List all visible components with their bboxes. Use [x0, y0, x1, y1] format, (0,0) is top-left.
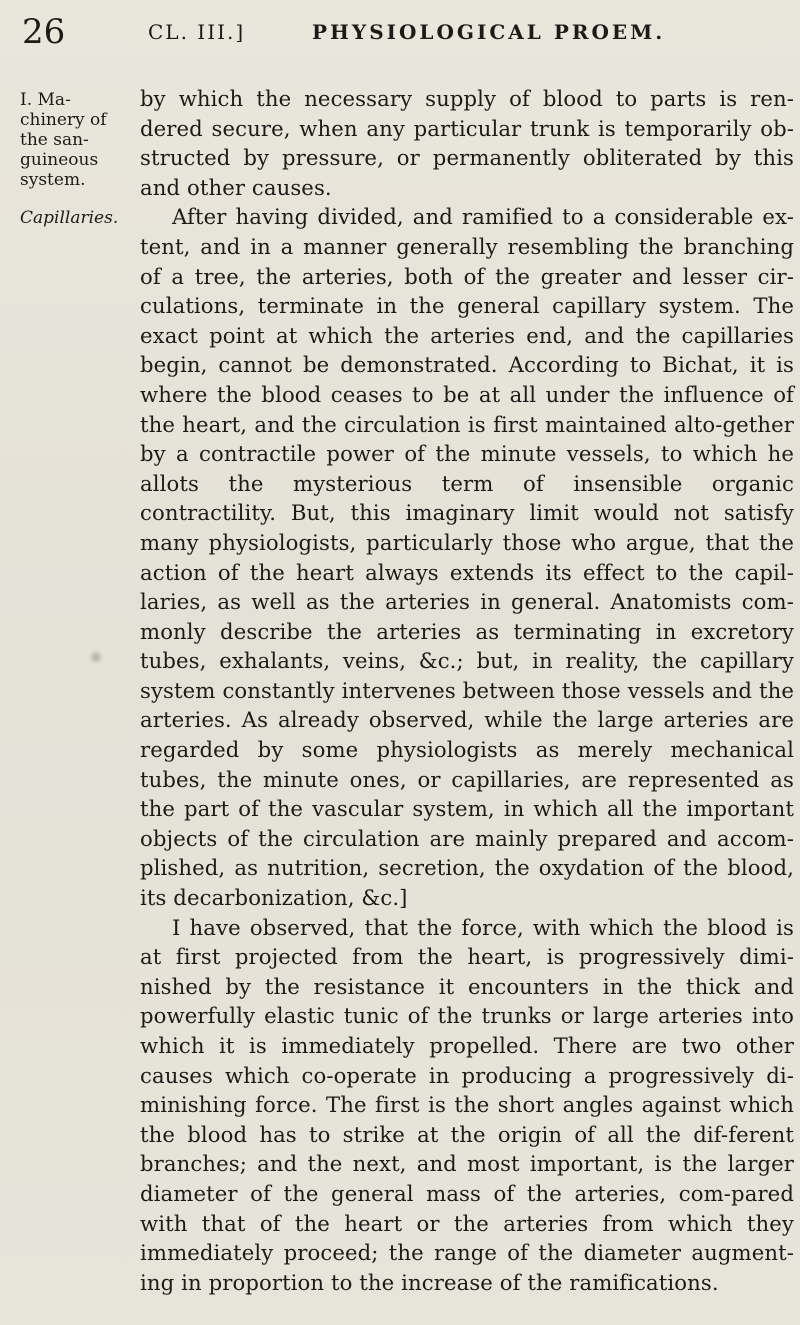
chapter-reference: CL. III.] — [148, 20, 246, 44]
paragraph-capillaries: After having divided, and ramified to a considerable ex-tent, and in a manner generally resembling the branching of a tree, the arteries, both of the greater and lesser cir-culations, terminate in the general capillary system. The exact point at which the arteries end, and the capillaries begin, cannot be demonstrated. According to Bichat, it is where the blood ceases to be at all under the influence of the heart, and the circulation is first maintained alto-gether by a contractile power of the minute vessels, to which he allots the mysterious term of insensible organic contractility. But, this imaginary limit would not satisfy many physiologists, particularly those who argue, that the action of the heart always extends its effect to the capil-laries, as well as the arteries in general. Anatomists com-monly describe the arteries as terminating in excretory tubes, exhalants, veins, &c.; but, in reality, the capillary system constantly intervenes between those vessels and the arteries. As already observed, while the large arteries are regarded by some physiologists as merely mechanical tubes, the minute ones, or capillaries, are represented as the part of the vascular system, in which all the important objects of the circulation are mainly prepared and accom-plished, as nutrition, secretion, the oxydation of the blood, its decarbonization, &c.] — [140, 204, 794, 911]
page-header — [22, 12, 782, 56]
running-title: PHYSIOLOGICAL PROEM. — [312, 20, 666, 44]
margin-note-machinery: I. Ma-chinery of the san-guineous system. — [20, 90, 107, 190]
margin-notes — [20, 90, 120, 228]
page-number: 26 — [22, 12, 66, 52]
paragraph-continued: by which the necessary supply of blood to parts is ren-dered secure, when any particular trunk is temporarily ob-structed by pressure, or permanently obliterated by this and other causes. — [140, 86, 794, 200]
paragraph-force: I have observed, that the force, with which the blood is at first projected from the heart, is progressively dimi-nished by the resistance it encounters in the thick and powerfully elastic tunic of the trunks or large arteries into which it is immediately propelled. There are two other causes which co-operate in producing a progressively di-minishing force. The first is the short angles against which the blood has to strike at the origin of all the dif-ferent branches; and the next, and most important, is the larger diameter of the general mass of the arteries, com-pared with that of the heart or the arteries from which they immediately proceed; the range of the diameter augment-ing in proportion to the increase of the ramifications. — [140, 914, 794, 1295]
ink-smudge — [88, 650, 104, 664]
margin-note-capillaries: Capillaries. — [20, 208, 119, 228]
body-text — [140, 84, 794, 1297]
